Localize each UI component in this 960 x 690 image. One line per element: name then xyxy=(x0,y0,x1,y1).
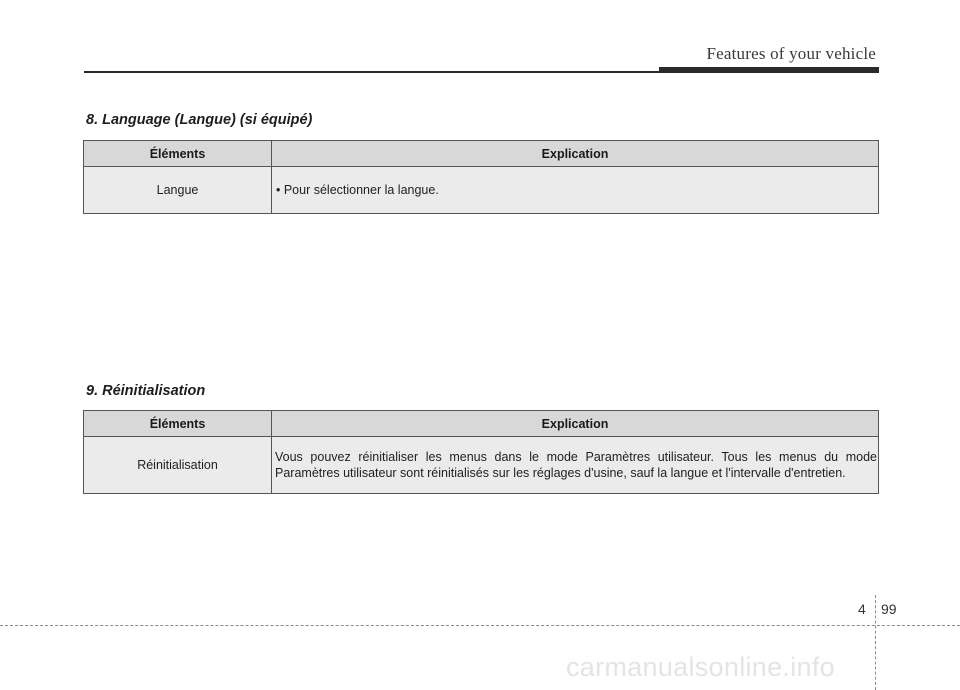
column-header-elements: Éléments xyxy=(84,141,272,167)
table-cell-explanation: • Pour sélectionner la langue. xyxy=(272,167,879,214)
table-cell-item: Langue xyxy=(84,167,272,214)
table-cell-explanation: Vous pouvez réinitialiser les menus dans le mode Paramètres utilisateur. Tous les menus du mode Paramètres utilisateur sont réinitialisés sur les réglages d'usine, sauf la langue et l'intervalle d'entretien. xyxy=(272,437,879,494)
table-header-row xyxy=(84,141,879,167)
language-table xyxy=(83,140,879,214)
section-title-language: 8. Language (Langue) (si équipé) xyxy=(86,112,313,128)
footer-divider xyxy=(875,595,876,690)
column-header-elements: Éléments xyxy=(84,411,272,437)
table-row xyxy=(84,167,879,214)
page-number: 99 xyxy=(881,601,897,617)
column-header-explication: Explication xyxy=(272,141,879,167)
chapter-number: 4 xyxy=(858,601,866,617)
table-row xyxy=(84,437,879,494)
watermark: carmanualsonline.info xyxy=(566,652,835,682)
running-header: Features of your vehicle xyxy=(706,44,876,63)
table-header-row xyxy=(84,411,879,437)
table-cell-item: Réinitialisation xyxy=(84,437,272,494)
section-title-reset: 9. Réinitialisation xyxy=(86,383,206,399)
footer-rule xyxy=(0,625,960,626)
header-rule-accent xyxy=(659,67,879,72)
column-header-explication: Explication xyxy=(272,411,879,437)
reset-table xyxy=(83,410,879,494)
